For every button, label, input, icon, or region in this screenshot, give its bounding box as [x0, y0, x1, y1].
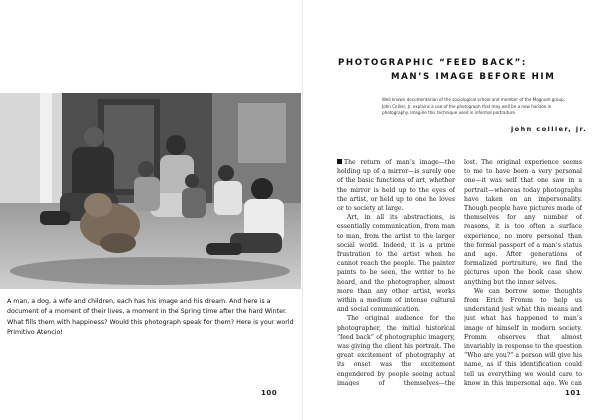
article-title-line-2: MAN’S IMAGE BEFORE HIM: [391, 72, 556, 82]
body-column-2: [464, 158, 582, 386]
family-photograph: [0, 93, 301, 289]
photograph-illustration: [0, 93, 301, 289]
author-byline: john collier, jr.: [511, 125, 588, 133]
paragraph: [337, 158, 455, 213]
body-column-1: [337, 158, 455, 386]
article-title-line-1: PHOTOGRAPHIC “FEED BACK”:: [338, 58, 527, 68]
paragraph-text: The return of man’s image—the holding up of a mirror—is surely one of the basic functions of art, whether the mirror is held up to the eyes of the artist, or held up to one he loves or to society at large.: [337, 159, 455, 213]
page-number-right: 101: [565, 389, 582, 397]
paragraph: Art, in all its abstractions, is essentially communication, from man to man, from the artist to the larger social world. Indeed, it is a prime frustration to the artist when he cannot reach the people. The painter paints to be seen, the writer to be heard, and the photographer, almost more than any other artist, works within a medium of intense cultural and social communication.: [337, 214, 455, 314]
paragraph: We can borrow some thoughts from Erich Fromm to help us understand just what this means and just what has happened to man’s image of himself in modern society. Fromm observes that almost invariably in response to the question “Who are you?” a person will give his name, as if this identification could tell us everything we would care to know in this impersonal age. We can: [464, 287, 582, 386]
article-intro: Well known documentarian of the sociological school and member of the Magnum group, John Collier, Jr. explains a use of the photograph that may well be a new horizon in photography. Imagine this technique used in informal portraiture.: [382, 97, 565, 115]
right-page: [303, 0, 606, 420]
photo-caption: A man, a dog, a wife and children, each has his image and his dream. And here is a document of a moment of their lives, a moment in the Spring time after the hard Winter. What fills them with happiness? Would this photograph speak for them? Here is your world Primitivo Atencio!: [7, 298, 294, 336]
paragraph: The original audience for the photographer, the initial historical “feed back” of photographic imagery, was giving the client his portrait. The great excitement of photography at its onset was the excitement engendered by people seeing actual images of themselves—the: [337, 315, 455, 386]
paragraph: lost. The original experience seems to me to have been a very personal one—it was self that one saw in a portrait—whereas today photographs have taken on an impersonality. Though people have pictures made of themselves for any number of reasons, it is too often a surface experience, no more personal than the formal passport of a man’s status and age. After generations of formalized portraiture, we find the pictures upon the book case show anything but the inner selves.: [464, 159, 582, 286]
page-number-left: 100: [261, 389, 278, 397]
black-square-icon: [337, 159, 342, 164]
